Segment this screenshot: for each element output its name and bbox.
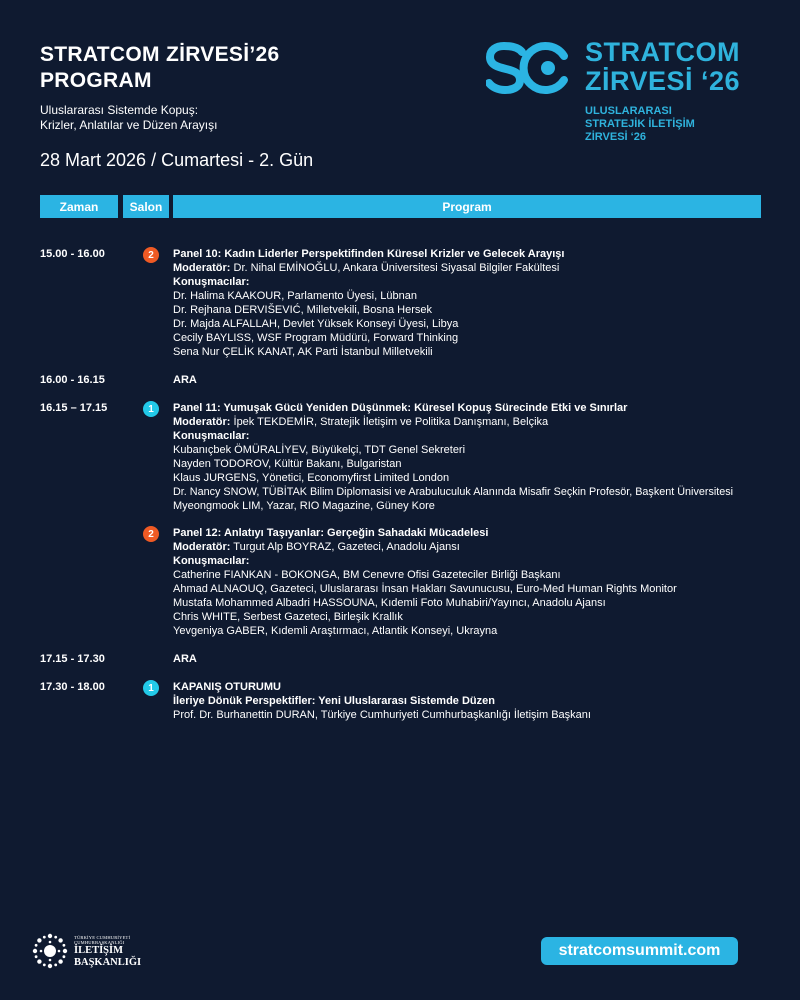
session-moderator <box>173 540 793 554</box>
break-label: ARA <box>173 374 197 386</box>
column-header-program: Program <box>173 195 761 218</box>
speakers-label: Konuşmacılar: <box>173 276 250 288</box>
session-block <box>173 401 793 513</box>
session-time: 15.00 - 16.00 <box>40 248 105 260</box>
org-line-3: İLETİŞİM <box>74 945 124 956</box>
org-line-4: BAŞKANLIĞI <box>74 956 142 968</box>
salon-badge: 1 <box>143 401 159 417</box>
speaker: Klaus JURGENS, Yönetici, Economyfirst Limited London <box>173 472 450 484</box>
session-title: Panel 11: Yumuşak Gücü Yeniden Düşünmek: Küresel Kopuş Sürecinde Etki ve Sınırlar <box>173 402 628 414</box>
moderator-label: Moderatör: <box>173 541 231 553</box>
session-title: Panel 10: Kadın Liderler Perspektifinden Küresel Krizler ve Gelecek Arayışı <box>173 248 565 260</box>
event-date: 28 Mart 2026 / Cumartesi - 2. Gün <box>40 150 314 170</box>
subtitle-line-2: Krizler, Anlatılar ve Düzen Arayışı <box>40 118 218 132</box>
stratcom-logo-icon <box>486 38 570 98</box>
closing-subtitle: İleriye Dönük Perspektifler: Yeni Uluslararası Sistemde Düzen <box>173 695 495 707</box>
session-title: Panel 12: Anlatıyı Taşıyanlar: Gerçeğin Sahadaki Mücadelesi <box>173 527 489 539</box>
title-line-1: STRATCOM ZİRVESİ’26 <box>40 43 280 66</box>
session-time: 17.30 - 18.00 <box>40 681 105 693</box>
presidency-emblem-icon <box>30 931 70 971</box>
logo-name-line-1: STRATCOM <box>585 37 740 67</box>
session-block <box>173 526 793 638</box>
website-link[interactable]: stratcomsummit.com <box>541 937 738 965</box>
logo-subtitle <box>585 105 695 144</box>
footer-organization <box>74 936 141 968</box>
speaker: Kubanıçbek ÖMÜRALİYEV, Büyükelçi, TDT Genel Sekreteri <box>173 444 466 456</box>
speaker: Chris WHITE, Serbest Gazeteci, Birleşik Krallık <box>173 611 403 623</box>
closing-speaker: Prof. Dr. Burhanettin DURAN, Türkiye Cumhuriyeti Cumhurbaşkanlığı İletişim Başkanı <box>173 709 591 721</box>
speaker: Cecily BAYLISS, WSF Program Müdürü, Forward Thinking <box>173 332 459 344</box>
moderator-name: Turgut Alp BOYRAZ, Gazeteci, Anadolu Ajansı <box>230 541 460 553</box>
break-time: 16.00 - 16.15 <box>40 374 105 386</box>
closing-title: KAPANIŞ OTURUMU <box>173 681 281 693</box>
break-label: ARA <box>173 653 197 665</box>
closing-block <box>173 680 793 722</box>
session-moderator <box>173 261 793 275</box>
speakers-label: Konuşmacılar: <box>173 555 250 567</box>
speaker: Catherine FIANKAN - BOKONGA, BM Cenevre Ofisi Gazeteciler Birliği Başkanı <box>173 569 561 581</box>
moderator-label: Moderatör: <box>173 416 231 428</box>
speaker: Sena Nur ÇELİK KANAT, AK Parti İstanbul Milletvekili <box>173 346 433 358</box>
session-time: 16.15 – 17.15 <box>40 402 108 414</box>
speaker: Myeongmook LIM, Yazar, RIO Magazine, Güney Kore <box>173 500 435 512</box>
speaker: Dr. Halima KAAKOUR, Parlamento Üyesi, Lübnan <box>173 290 417 302</box>
speaker: Dr. Nancy SNOW, TÜBİTAK Bilim Diplomasisi ve Arabuluculuk Alanında Misafir Seçkin Profesör, Başkent Üniversitesi <box>173 486 734 498</box>
logo-sub-line-1: ULUSLARARASI <box>585 105 672 117</box>
speaker: Ahmad ALNAOUQ, Gazeteci, Uluslararası İnsan Hakları Savunucusu, Euro-Med Human Rights Monitor <box>173 583 677 595</box>
moderator-label: Moderatör: <box>173 262 231 274</box>
salon-badge: 1 <box>143 680 159 696</box>
speaker: Mustafa Mohammed Albadri HASSOUNA, Kıdemli Foto Muhabiri/Yayıncı, Anadolu Ajansı <box>173 597 606 609</box>
speaker: Yevgeniya GABER, Kıdemli Araştırmacı, Atlantik Konseyi, Ukrayna <box>173 625 498 637</box>
org-line-2: CUMHURBAŞKANLIĞI <box>74 939 125 945</box>
page-subtitle <box>40 103 217 133</box>
session-moderator <box>173 415 793 429</box>
logo-name-line-2: ZİRVESİ ‘26 <box>585 66 741 96</box>
column-header-time: Zaman <box>40 195 118 218</box>
salon-badge: 2 <box>143 247 159 263</box>
page-title <box>40 42 279 94</box>
moderator-name: Dr. Nihal EMİNOĞLU, Ankara Üniversitesi Siyasal Bilgiler Fakültesi <box>230 262 560 274</box>
org-line-1: TÜRKİYE CUMHURİYETİ <box>74 935 131 940</box>
salon-badge: 2 <box>143 526 159 542</box>
session-block <box>173 247 793 359</box>
speaker: Dr. Rejhana DERVIŠEVIĆ, Milletvekili, Bosna Hersek <box>173 304 433 316</box>
subtitle-line-1: Uluslararası Sistemde Kopuş: <box>40 103 199 117</box>
title-line-2: PROGRAM <box>40 69 152 92</box>
speakers-label: Konuşmacılar: <box>173 430 250 442</box>
moderator-name: İpek TEKDEMİR, Stratejik İletişim ve Politika Danışmanı, Belçika <box>230 416 549 428</box>
speaker: Nayden TODOROV, Kültür Bakanı, Bulgaristan <box>173 458 402 470</box>
speaker: Dr. Majda ALFALLAH, Devlet Yüksek Konseyi Üyesi, Libya <box>173 318 459 330</box>
logo-sub-line-2: STRATEJİK İLETİŞİM <box>585 118 695 130</box>
break-time: 17.15 - 17.30 <box>40 653 105 665</box>
logo-sub-line-3: ZİRVESİ ‘26 <box>585 131 646 143</box>
logo-wordmark <box>585 38 740 96</box>
column-header-salon: Salon <box>123 195 169 218</box>
